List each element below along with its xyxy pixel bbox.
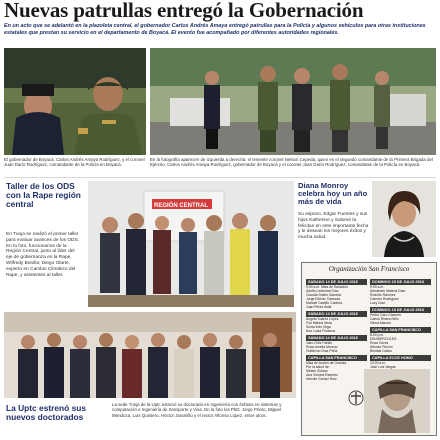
list-item: Adolfo Ledesma Díaz xyxy=(306,289,339,293)
list-item: Carmen Rodríguez xyxy=(370,297,399,301)
list-item: Alexander Mateus Díaz xyxy=(370,289,406,293)
list-item: 10:00 a.m. xyxy=(370,361,387,365)
list-item: Manuel Castillo Cadena xyxy=(306,301,342,305)
list-item: 8:00 p.m. xyxy=(370,333,385,337)
uptc-body: La sede Tunja de la Uptc estrenó su doctorado en Ingeniería con énfasis en sistemas y computación e Ingeniería de transporte y Vías. En la foto los PhD. Jorge Prieto, Miguel Mendoza, Luis Quintero, Héctor Jaramillo y el rector Alfonso López, entre otros. xyxy=(112,402,282,418)
list-item: Ana Victoria Ramírez xyxy=(306,373,338,377)
list-item: Hernán Gómez Ruiz xyxy=(306,377,337,381)
list-item: Sonia Inés Vega xyxy=(306,325,331,329)
list-item: Pedro Caro Cáceres xyxy=(370,313,401,317)
region-central-banner: REGIÓN CENTRAL xyxy=(154,203,208,209)
list-item: Misa de Acción de Gracias xyxy=(306,361,347,365)
list-item: Flor Marina Mora xyxy=(306,321,332,325)
list-item: Rodolfo Ramírez xyxy=(370,293,396,297)
list-item: Guillermo Díaz Peña xyxy=(306,349,338,353)
caption-top-left: El gobernador de Boyacá, Carlos Andrés Amaya Rodríguez, y el coronel Juan Darío Rodríguez, comandante de la Policía en Boyacá. xyxy=(4,157,145,168)
list-item: Benilda Galvis xyxy=(370,349,392,353)
franciscan-logo-icon xyxy=(348,390,364,406)
list-item: Miriam Solano xyxy=(306,369,328,373)
list-item: Alfonso Pinzón xyxy=(370,345,393,349)
uptc-title: La Uptc estrenó sus nuevos doctorados xyxy=(6,403,87,422)
list-item: Rosa Torres xyxy=(370,341,389,345)
band: CAPILLA ECCE HOMO xyxy=(370,355,431,361)
organizacion-right-col xyxy=(370,277,431,381)
band: DOMINGO 15 DE JULIO 2018 xyxy=(370,307,431,313)
diana-title: Diana Monroy celebra hoy un año más de vida xyxy=(298,181,368,206)
photo-governor-coronel xyxy=(4,48,146,155)
organizacion-title: Organización San Francisco xyxy=(328,265,410,273)
list-item: Carlos Rivera Niño xyxy=(370,317,399,321)
list-item: Lucy Díaz xyxy=(370,301,386,305)
photo-ods-workshop xyxy=(88,181,294,307)
band: SÁBADO 14 DE JULIO 2018 xyxy=(306,279,367,285)
list-item: Por la salud de: xyxy=(306,365,330,369)
divider xyxy=(4,177,436,178)
list-item: Gilma Alarcón xyxy=(370,321,392,325)
diana-body: Su esposo, Edgar Fuentes y sus hijos Katherine y Salomé la felicitan en este importante fecha y le desean los mejores éxitos y mucha salud. xyxy=(298,212,369,241)
photo-uptc-doctorates xyxy=(4,312,296,398)
band: SÁBADO 14 DE JULIO 2018 xyxy=(306,311,367,317)
photo-diana-monroy xyxy=(372,181,436,257)
band: SÁBADO 14 DE JULIO 2018 xyxy=(306,335,367,341)
caption-top-right: En la fotografía aparecen de izquierda a derecha: el teniente coronel Nelson Cepeda, quien es el segundo comandante de la Primera Brigada del Ejército, Carlos Andrés Amaya Rodríguez, gobernador de Boyacá y el coronel Juan Darío Rodríguez, comandante de la Policía en Boyacá. xyxy=(150,157,433,168)
list-item: Ana Luisa Fonseca xyxy=(306,329,336,333)
list-item: Juan Pérez Ávila xyxy=(306,305,332,309)
organizacion-left-col xyxy=(306,277,367,381)
photo-military-group xyxy=(150,48,436,155)
list-item: DÍA MIÉRCOLES xyxy=(370,337,397,341)
list-item: 9:00 a.m. xyxy=(370,285,385,289)
band: CAPILLA SAN FRANCISCO xyxy=(306,355,367,361)
christ-image xyxy=(364,369,430,433)
list-item: Jose Luis Vargas xyxy=(370,365,396,369)
list-item: Jorge Eliécer Cabezas xyxy=(306,297,341,301)
lead-paragraph: En un acto que se adelantó en la plazoleta central, el gobernador Carlos Andrés Amaya entregó patrullas para la Policía y algunos vehículos para otras instituciones estatales que prestan su servicio en el departamento de Boyacá. El evento fue acompañado por diferentes autoridades regionales. xyxy=(4,23,426,36)
headline: Nuevas patrullas entregó la Gobernación xyxy=(4,0,364,22)
list-item: Claudia Sotelo Salcedo xyxy=(306,293,342,297)
list-item: Rosa Amelia Moreno xyxy=(306,345,338,349)
ods-body: En Tunja se realizó el primer taller para evaluar avances de los ODS. En la foto, funcionarios de la Región Central, junto al líder del eje de gobernanza en la Rape, Wilfredy Bonilla; Diego Olarte, experto en Cambio Climático del Rape, y asistentes al taller. xyxy=(6,232,80,278)
ods-title: Taller de los ODS con la Rape región central xyxy=(6,181,81,209)
list-item: 9:00 a.m. Misa de Sanación xyxy=(306,285,349,289)
band: DOMINGO 15 DE JULIO 2018 xyxy=(370,279,431,285)
list-item: Jairo Ortiz Farfán xyxy=(306,341,333,345)
band: CAPILLA SAN FRANCISCO xyxy=(370,327,431,333)
organizacion-box xyxy=(301,262,437,436)
list-item: Ángela Suárez López xyxy=(306,317,339,321)
